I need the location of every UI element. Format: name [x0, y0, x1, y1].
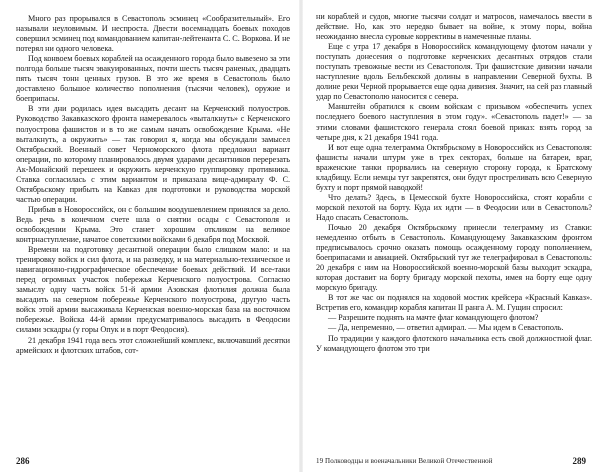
paragraph: 21 декабря 1941 года весь этот сложнейший комплекс, включавший десятки армейских и флотских штабов, сот- — [16, 335, 290, 355]
paragraph: В эти дни родилась идея высадить десант на Керченский полуостров. Руководство Закавказского фронта намеревалось «выталкнуть» с Керченского полуострова фашистов и в то же самым начать освобождение Крыма. «Не выталкнуть, а окружить» — так говорил я, когда мы обсуждали замысел Октябрьский. Военный совет Черноморского флота предложил вариант операции, по которому планировалось двумя ударами десантников перерезать Ак-Монайский перешеек и окружить керченскую группировку противника. Ставка согласилась с этим вариантом и приказала вице-адмиралу Ф. С. Октябрьскому прибыть на Кавказ для подготовки и руководства морской частью операции. — [16, 104, 290, 204]
page-number: 286 — [16, 456, 30, 466]
paragraph: В тот же час он поднялся на ходовой мостик крейсера «Красный Кавказ». Встретив его, командир корабля капитан II ранга А. М. Гущин спросил: — [316, 293, 592, 313]
dialogue-line: — Да, непременно, — ответил адмирал. — Мы идем в Севастополь. — [328, 323, 564, 333]
paragraph: Почью 20 декабря Октябрьскому принесли телеграмму из Ставки: немедленно отбыть в Севастополь. Командующему Закавказским фронтом предписывалось срочно оказать помощь осажденному городу пополнением, боеприпасами и авиацией. Октябрьский тут же телеграфировал в Севастополь: 20 декабря с ним на Новороссийской военно-морской базы выходит эскадра, которая доставит на борту бригаду морской пехоты, имея на борту еще одну морскую бригаду. — [316, 222, 592, 293]
paragraph: Много раз прорывался в Севастополь эсминец «Сообразительный». Его называли неуловимым. И неспроста. Двести восемнадцать боевых походов совершил эсминец под командованием капитан-лейтенанта С. С. Воркова. И не потерял ни одного человека. — [16, 14, 290, 54]
paragraph: Что делать? Здесь, в Цемесской бухте Новороссийска, стоят корабли с морской пехотой на борту. Куда их идти — в Феодосии или в Севастополь? Надо спасать Севастополь. — [316, 192, 592, 222]
page-number: 289 — [572, 456, 586, 466]
paragraph: И вот еще одна телеграмма Октябрьскому в Новороссийск из Севастополя: фашисты начали штурм уже в трех секторах, больше на батареи, враг, враженские танки прорвались на северную сторону города, к Братскому кладбищу. Если немцы тут закрепятся, они будут простреливать всю Северную бухту и порт прямой наводкой! — [316, 142, 592, 192]
paragraph: Прибыв в Новороссийск, он с большим воодушевлением принялся за дело. Ведь речь в конечном счете шла о снятии осады с Севастополя и освобождении Крыма. Это станет хорошим откликом на великое контрнаступление, начатое советскими войсками 6 декабря под Москвой. — [16, 204, 290, 245]
book-gutter — [299, 0, 303, 472]
dialogue-line: — Разрешите поднять на мачте флаг командующего флотом? — [328, 313, 539, 323]
printer-signature: 19 Полководцы и военачальники Великой Отечественной — [316, 457, 493, 465]
right-page — [304, 0, 600, 472]
paragraph: Времени на подготовку десантной операции было слишком мало: и на тренировку войск и сил флота, и на разведку, и на материально-техническое и навигационно-гидрографическое обеспечение боевых действий. И все-таки перед огромных участок побережья Керченского полуострова. Согласно замыслу одну часть войск 51-й армии Азовская флотилия должна была высадить на северном побережье Керченского полуострова, другую часть войск этой армии высаживала Керченская военно-морская база на восточном побережье. Войска 44-й армии предусматривалось высадить в Феодосии силами эскадры (у горы Опук и в порт Феодосия). — [16, 245, 290, 335]
paragraph: Под конвоем боевых кораблей на осажденного города было вывезено за эти полгода больше тысяч эвакуированных, почти шесть тысяч раненых, двадцать пять тысяч тонн ценных грузов. В это же время в Севастополь было доставлено большое количество пополнения (тысячи человек), оружие и боеприпасы. — [16, 54, 290, 104]
paragraph: Манштейн обратился к своим войскам с призывом «обеспечить успех последнего боевого наступления в этом году». «Севастополь падет!» — за этими словами фашистского генерала стоял боевой приказ: взять город за четыре дня, к 21 декабря 1941 года. — [316, 102, 592, 142]
paragraph: Еще с утра 17 декабря в Новороссийск командующему флотом начали у поступать донесения о подготовке керченских десантных отрядов стали поступать тревожные вести из Севастополя. Три фашистские дивизии начали наступление вдоль Бельбекской долины в направлении Северной бухты. В долине реки Черной прорывается еще одна дивизия. Значит, на сей раз главный удар по Севастополю наносится с севера. — [316, 42, 592, 102]
paragraph: ни кораблей и судов, многие тысячи солдат и матросов, намечалось ввести в действие. Но, как это нередко бывает на войне, к этому поры, война неожиданно внесла суровые коррективы в намеченные планы. — [316, 12, 592, 42]
paragraph: По традиции у каждого флотского начальника есть свой должностной флаг. У командующего флотом это три — [316, 333, 592, 353]
